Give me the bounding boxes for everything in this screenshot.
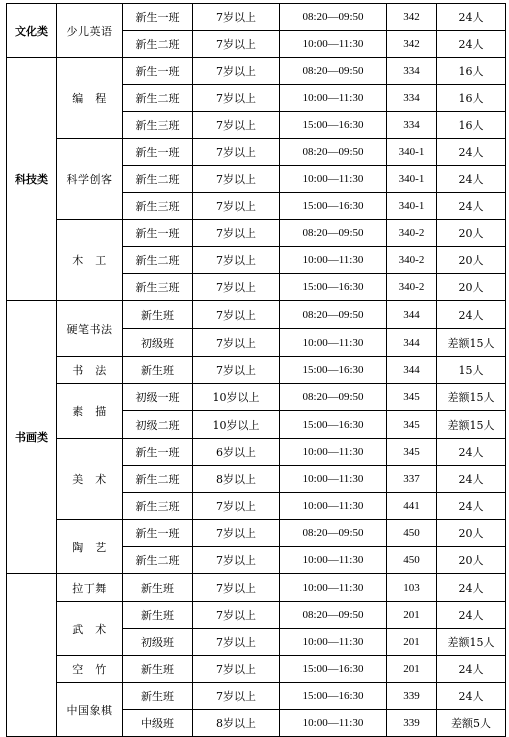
room-number-cell: 345: [387, 439, 437, 466]
room-number-cell: 344: [387, 301, 437, 329]
class-name-cell: 新生一班: [123, 220, 193, 247]
age-requirement-cell: 7岁以上: [193, 493, 280, 520]
room-number-cell: 345: [387, 411, 437, 439]
class-time-cell: 10:00—11:30: [280, 493, 387, 520]
age-requirement-cell: 7岁以上: [193, 193, 280, 220]
age-requirement-cell: 7岁以上: [193, 602, 280, 629]
quota-cell: 20人: [437, 274, 506, 301]
age-requirement-cell: 7岁以上: [193, 574, 280, 602]
class-time-cell: 15:00—16:30: [280, 274, 387, 301]
quota-cell: 16人: [437, 112, 506, 139]
table-row: [7, 58, 506, 85]
class-name-cell: 新生班: [123, 683, 193, 710]
class-name-cell: 新生一班: [123, 139, 193, 166]
class-name-cell: 新生一班: [123, 4, 193, 31]
quota-cell: 24人: [437, 439, 506, 466]
class-name-cell: 新生二班: [123, 166, 193, 193]
room-number-cell: 441: [387, 493, 437, 520]
table-row: [7, 683, 506, 710]
age-requirement-cell: 7岁以上: [193, 220, 280, 247]
course-name-cell: 空 竹: [57, 656, 123, 683]
room-number-cell: 339: [387, 710, 437, 737]
class-time-cell: 08:20—09:50: [280, 520, 387, 547]
course-name-cell: 书 法: [57, 357, 123, 384]
table-row: [7, 520, 506, 547]
quota-cell: 24人: [437, 493, 506, 520]
table-row: [7, 439, 506, 466]
table-row: [7, 220, 506, 247]
class-name-cell: 初级一班: [123, 384, 193, 411]
class-name-cell: 新生一班: [123, 58, 193, 85]
room-number-cell: 342: [387, 4, 437, 31]
age-requirement-cell: 7岁以上: [193, 31, 280, 58]
age-requirement-cell: 7岁以上: [193, 629, 280, 656]
age-requirement-cell: 7岁以上: [193, 166, 280, 193]
age-requirement-cell: 8岁以上: [193, 710, 280, 737]
table-row: [7, 384, 506, 411]
room-number-cell: 450: [387, 520, 437, 547]
age-requirement-cell: 7岁以上: [193, 85, 280, 112]
table-row: [7, 139, 506, 166]
age-requirement-cell: 7岁以上: [193, 656, 280, 683]
class-name-cell: 新生班: [123, 301, 193, 329]
age-requirement-cell: 8岁以上: [193, 466, 280, 493]
course-name-cell: 中国象棋: [57, 683, 123, 737]
class-name-cell: 新生二班: [123, 466, 193, 493]
room-number-cell: 334: [387, 112, 437, 139]
class-name-cell: 新生二班: [123, 247, 193, 274]
class-name-cell: 新生三班: [123, 274, 193, 301]
class-time-cell: 08:20—09:50: [280, 58, 387, 85]
room-number-cell: 340-2: [387, 274, 437, 301]
table-row: [7, 4, 506, 31]
room-number-cell: 201: [387, 656, 437, 683]
table-row: [7, 301, 506, 329]
room-number-cell: 344: [387, 329, 437, 357]
age-requirement-cell: 7岁以上: [193, 547, 280, 574]
class-time-cell: 08:20—09:50: [280, 139, 387, 166]
class-time-cell: 15:00—16:30: [280, 411, 387, 439]
class-time-cell: 10:00—11:30: [280, 439, 387, 466]
course-name-cell: 武 术: [57, 602, 123, 656]
course-name-cell: 少儿英语: [57, 4, 123, 58]
class-time-cell: 10:00—11:30: [280, 31, 387, 58]
course-name-cell: 拉丁舞: [57, 574, 123, 602]
room-number-cell: 342: [387, 31, 437, 58]
quota-cell: 24人: [437, 301, 506, 329]
quota-cell: 24人: [437, 31, 506, 58]
age-requirement-cell: 7岁以上: [193, 520, 280, 547]
quota-cell: 15人: [437, 357, 506, 384]
age-requirement-cell: 7岁以上: [193, 112, 280, 139]
room-number-cell: 337: [387, 466, 437, 493]
class-name-cell: 新生三班: [123, 193, 193, 220]
class-time-cell: 10:00—11:30: [280, 629, 387, 656]
room-number-cell: 344: [387, 357, 437, 384]
course-schedule-table: [6, 3, 506, 737]
category-cell: 书画类: [7, 301, 57, 574]
class-time-cell: 08:20—09:50: [280, 301, 387, 329]
quota-cell: 24人: [437, 139, 506, 166]
quota-cell: 16人: [437, 58, 506, 85]
class-time-cell: 10:00—11:30: [280, 574, 387, 602]
course-name-cell: 美 术: [57, 439, 123, 520]
class-name-cell: 中级班: [123, 710, 193, 737]
category-cell: [7, 574, 57, 737]
class-name-cell: 新生二班: [123, 31, 193, 58]
course-name-cell: 编 程: [57, 58, 123, 139]
class-name-cell: 新生一班: [123, 439, 193, 466]
quota-cell: 差额15人: [437, 629, 506, 656]
course-name-cell: 素 描: [57, 384, 123, 439]
quota-cell: 差额15人: [437, 329, 506, 357]
quota-cell: 24人: [437, 574, 506, 602]
age-requirement-cell: 7岁以上: [193, 4, 280, 31]
room-number-cell: 340-2: [387, 247, 437, 274]
quota-cell: 差额15人: [437, 384, 506, 411]
class-time-cell: 08:20—09:50: [280, 4, 387, 31]
class-time-cell: 10:00—11:30: [280, 247, 387, 274]
room-number-cell: 103: [387, 574, 437, 602]
quota-cell: 24人: [437, 602, 506, 629]
class-time-cell: 10:00—11:30: [280, 547, 387, 574]
category-cell: 科技类: [7, 58, 57, 301]
age-requirement-cell: 7岁以上: [193, 683, 280, 710]
course-name-cell: 木 工: [57, 220, 123, 301]
class-time-cell: 10:00—11:30: [280, 166, 387, 193]
class-time-cell: 08:20—09:50: [280, 384, 387, 411]
class-name-cell: 新生三班: [123, 493, 193, 520]
category-cell: 文化类: [7, 4, 57, 58]
quota-cell: 24人: [437, 166, 506, 193]
age-requirement-cell: 6岁以上: [193, 439, 280, 466]
class-time-cell: 08:20—09:50: [280, 220, 387, 247]
quota-cell: 20人: [437, 220, 506, 247]
age-requirement-cell: 7岁以上: [193, 357, 280, 384]
class-time-cell: 15:00—16:30: [280, 112, 387, 139]
quota-cell: 24人: [437, 4, 506, 31]
class-name-cell: 新生二班: [123, 85, 193, 112]
room-number-cell: 340-2: [387, 220, 437, 247]
class-name-cell: 新生班: [123, 357, 193, 384]
class-name-cell: 新生班: [123, 574, 193, 602]
class-time-cell: 08:20—09:50: [280, 602, 387, 629]
class-time-cell: 10:00—11:30: [280, 466, 387, 493]
class-name-cell: 新生一班: [123, 520, 193, 547]
quota-cell: 20人: [437, 520, 506, 547]
class-name-cell: 初级班: [123, 629, 193, 656]
room-number-cell: 345: [387, 384, 437, 411]
quota-cell: 24人: [437, 193, 506, 220]
class-time-cell: 10:00—11:30: [280, 85, 387, 112]
room-number-cell: 340-1: [387, 139, 437, 166]
quota-cell: 20人: [437, 247, 506, 274]
class-time-cell: 15:00—16:30: [280, 357, 387, 384]
age-requirement-cell: 7岁以上: [193, 301, 280, 329]
room-number-cell: 339: [387, 683, 437, 710]
class-name-cell: 新生班: [123, 602, 193, 629]
room-number-cell: 334: [387, 85, 437, 112]
quota-cell: 24人: [437, 466, 506, 493]
age-requirement-cell: 7岁以上: [193, 247, 280, 274]
class-time-cell: 10:00—11:30: [280, 710, 387, 737]
quota-cell: 20人: [437, 547, 506, 574]
quota-cell: 差额5人: [437, 710, 506, 737]
class-name-cell: 新生二班: [123, 547, 193, 574]
course-name-cell: 陶 艺: [57, 520, 123, 574]
course-name-cell: 硬笔书法: [57, 301, 123, 357]
class-name-cell: 新生班: [123, 656, 193, 683]
class-time-cell: 10:00—11:30: [280, 329, 387, 357]
age-requirement-cell: 7岁以上: [193, 329, 280, 357]
table-row: [7, 656, 506, 683]
age-requirement-cell: 10岁以上: [193, 411, 280, 439]
table-row: [7, 602, 506, 629]
class-time-cell: 15:00—16:30: [280, 656, 387, 683]
age-requirement-cell: 7岁以上: [193, 58, 280, 85]
room-number-cell: 340-1: [387, 166, 437, 193]
room-number-cell: 450: [387, 547, 437, 574]
table-row: [7, 357, 506, 384]
course-name-cell: 科学创客: [57, 139, 123, 220]
quota-cell: 16人: [437, 85, 506, 112]
class-name-cell: 初级二班: [123, 411, 193, 439]
quota-cell: 24人: [437, 683, 506, 710]
quota-cell: 差额15人: [437, 411, 506, 439]
class-name-cell: 新生三班: [123, 112, 193, 139]
age-requirement-cell: 10岁以上: [193, 384, 280, 411]
room-number-cell: 201: [387, 629, 437, 656]
table-row: [7, 574, 506, 602]
room-number-cell: 334: [387, 58, 437, 85]
class-time-cell: 15:00—16:30: [280, 193, 387, 220]
room-number-cell: 201: [387, 602, 437, 629]
age-requirement-cell: 7岁以上: [193, 139, 280, 166]
room-number-cell: 340-1: [387, 193, 437, 220]
quota-cell: 24人: [437, 656, 506, 683]
class-time-cell: 15:00—16:30: [280, 683, 387, 710]
class-name-cell: 初级班: [123, 329, 193, 357]
age-requirement-cell: 7岁以上: [193, 274, 280, 301]
